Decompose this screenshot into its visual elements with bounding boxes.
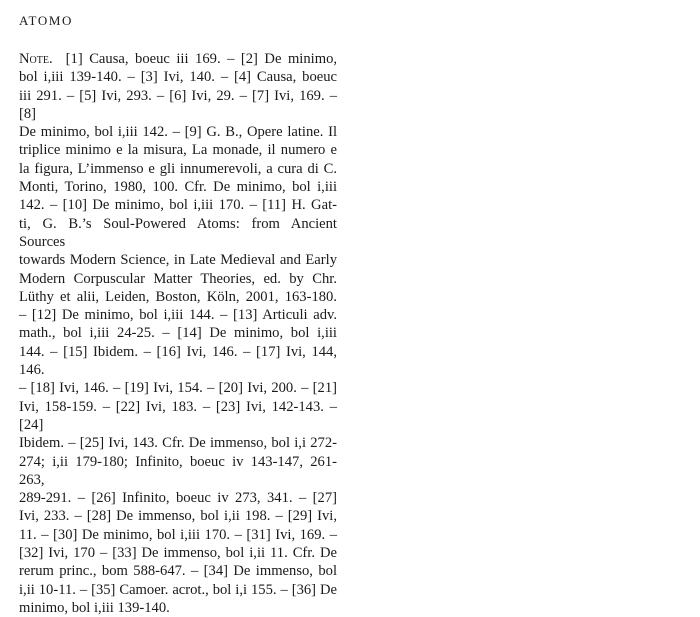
notes-line: rerum princ., bom 588-647. – [34] De immenso, bol (19, 563, 337, 580)
notes-line (19, 50, 337, 68)
notes-line: 144. – [15] Ibidem. – [16] Ivi, 146. – [17] Ivi, 144, 146. (19, 343, 337, 379)
notes-line: iii 291. – [5] Ivi, 293. – [6] Ivi, 29. – [7] Ivi, 169. – [8] (19, 87, 337, 122)
page (19, 14, 337, 617)
notes-line: la figura, L’immenso e gli innumerevoli, a cura di C. (19, 160, 337, 177)
notes-line-text: [1] Causa, boeuc iii 169. – [2] De minimo, (65, 51, 338, 67)
notes-line: minimo, bol i,iii 139-140. (19, 599, 170, 616)
notes-line: 11. – [30] De minimo, bol i,iii 170. – [31] Ivi, 169. – (19, 526, 337, 543)
notes-line: Lüthy et alii, Leiden, Boston, Köln, 2001, 163-180. (19, 288, 337, 305)
notes-line: – [12] De minimo, bol i,iii 144. – [13] Articuli adv. (19, 307, 337, 324)
notes-line: 289-291. – [26] Infinito, boeuc iv 273, 341. – [27] (19, 490, 337, 507)
notes-line: i,ii 10-11. – [35] Camoer. acrot., bol i,i 155. – [36] De (19, 581, 337, 598)
note-label: Note. (19, 51, 53, 67)
notes-line: Ivi, 158-159. – [22] Ivi, 183. – [23] Ivi, 142-143. – [24] (19, 398, 337, 433)
notes-line: ti, G. B.’s Soul-Powered Atoms: from Ancient Sources (19, 215, 337, 250)
notes-line: [32] Ivi, 170 – [33] De immenso, bol i,ii 11. Cfr. De (19, 545, 337, 562)
notes-line: triplice minimo e la misura, La monade, il numero e (19, 142, 337, 159)
running-head: ATOMO (19, 13, 73, 28)
notes-line: bol i,iii 139-140. – [3] Ivi, 140. – [4] Causa, boeuc (19, 69, 337, 86)
notes-line: – [18] Ivi, 146. – [19] Ivi, 154. – [20] Ivi, 200. – [21] (19, 380, 337, 397)
notes-line: Ivi, 233. – [28] De immenso, bol i,ii 198. – [29] Ivi, (19, 508, 337, 525)
notes-line: Modern Corpuscular Matter Theories, ed. by Chr. (19, 270, 337, 287)
notes-line: Monti, Torino, 1980, 100. Cfr. De minimo, bol i,iii (19, 179, 337, 196)
notes-line: 142. – [10] De minimo, bol i,iii 170. – [11] H. Gat- (19, 197, 337, 214)
notes-paragraph (19, 50, 337, 617)
notes-line: Ibidem. – [25] Ivi, 143. Cfr. De immenso, bol i,i 272- (19, 435, 337, 452)
notes-line: math., bol i,iii 24-25. – [14] De minimo, bol i,iii (19, 325, 337, 342)
notes-line: towards Modern Science, in Late Medieval and Early (19, 252, 337, 269)
notes-line: 274; i,ii 179-180; Infinito, boeuc iv 143-147, 261-263, (19, 453, 337, 488)
notes-line: De minimo, bol i,iii 142. – [9] G. B., Opere latine. Il (19, 124, 337, 141)
